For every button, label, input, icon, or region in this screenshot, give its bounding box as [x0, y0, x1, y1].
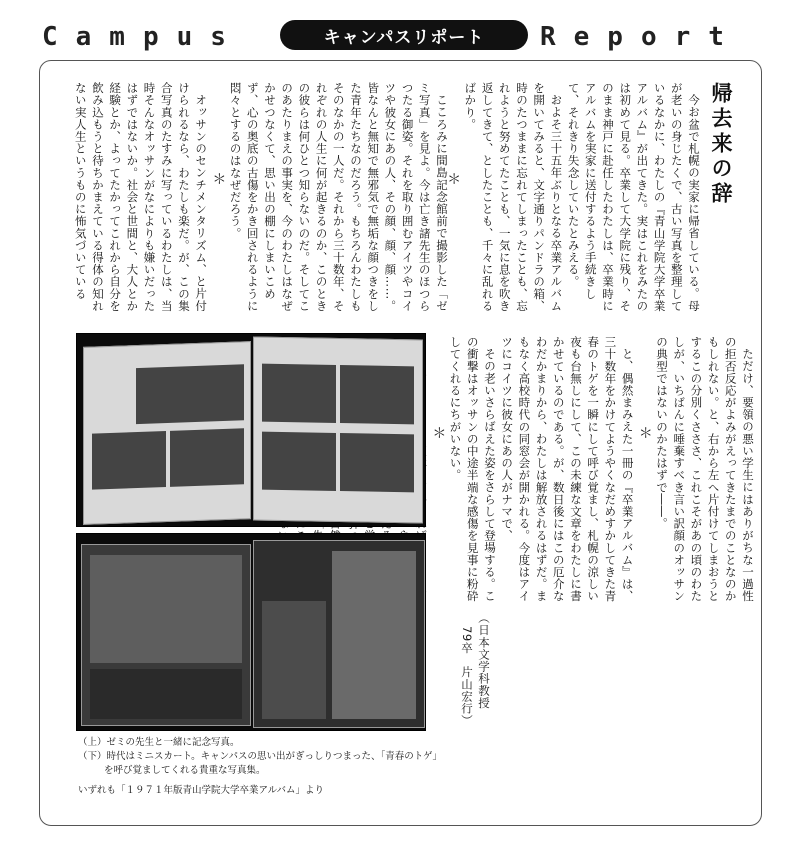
album-page-right — [253, 337, 423, 524]
caption-bottom-cont: を呼び覚ましてくれる貴重な写真集。 — [104, 765, 266, 776]
photo-print — [92, 431, 166, 490]
page-header — [0, 0, 800, 60]
photo-caption — [78, 736, 443, 798]
photo-print — [136, 364, 244, 424]
yearbook-group-photo — [76, 333, 426, 527]
article-body-lower — [430, 336, 756, 606]
album-page-right — [253, 540, 425, 728]
header-right-word: Report — [540, 22, 742, 52]
paragraph: オッサンのセンチメンタリズム、と片付けられるなら、わたしも楽だ。が、この集合写真のたすみに写っているわたしは、当時そんなオッサンがなによりも嫌いだったはずではないか。社会と世間と、大人とか経験とか、よってたかってこれから自分を飲み込もうと待ちかまえている得体の知れない実人生というものに怖気づいている — [73, 82, 209, 312]
yearbook-campus-photo — [76, 533, 426, 731]
caption-source: いずれも「１９７１年版青山学院大学卒業アルバム」より — [78, 785, 324, 796]
byline-author: 79卒 片山宏行） — [460, 626, 474, 727]
album-page-left — [81, 544, 251, 726]
album-page-left — [83, 341, 251, 525]
paragraph: その老いさらばえた姿をさらして登場する。この衝撃はオッサンの中途半端な感傷を見事に粉砕してくれるにちがいない。 — [448, 336, 497, 603]
photo-print — [332, 551, 416, 719]
asterisk-divider: ＊ — [430, 426, 447, 441]
photo-print — [262, 432, 336, 491]
photo-print — [170, 428, 244, 487]
caption-top: （上）ゼミの先生と一緒に記念写真。 — [78, 737, 240, 748]
header-left-word: Campus — [42, 22, 244, 52]
asterisk-divider: ＊ — [210, 172, 227, 187]
photo-print — [340, 365, 414, 424]
article-body-upper — [445, 82, 702, 320]
paragraph: 今お盆で札幌の実家に帰省している。母が老いの身じたくで、古い写真を整理しているなかに、わたしの『青山学院大学卒業アルバム』が出てきた。実はこれをみたのは初めて見る。卒業して大学院に残り、そのまま神戸に赴任したわたしは、卒業時にアルバムを実家に送付するよう手続きして、それきり失念していたとみえる。 — [566, 82, 701, 312]
photo-print — [262, 601, 326, 719]
caption-bottom: （下）時代はミニスカート。キャンパスの思い出がぎっしりつまった、「青春のトゲ」 — [78, 751, 443, 762]
photo-print — [340, 433, 414, 492]
article-body-middle — [62, 82, 450, 320]
asterisk-divider: ＊ — [636, 426, 653, 441]
paragraph: ただけ、要領の悪い学生にはありがちな一過性の拒否反応がよみがえってきたまでのことなのかもしれない。と、右から左へ片付けてしまおうとするこの分別くさささ、これこそがあの頃のわたしが、いちばんに唾棄すべき言い訳顔のオッサンの典型ではないのかたはずで――。 — [654, 336, 755, 603]
paragraph: およそ三十五年ぶりとなる卒業アルバムを開いてみると、文字通りパンドラの箱、時のたつままに忘れてしまったことも、忘れようと努めてたことも、一気に息を吹き返してきて、としたことも、千々に乱れるばかり。 — [463, 82, 564, 312]
photo-print — [90, 555, 242, 663]
photo-print — [90, 669, 242, 719]
byline — [458, 612, 492, 727]
paragraph: と、偶然まみえた一冊の『卒業アルバム』は、三十数年をかけてようやくなだめすかしてきた青春のトゲを一瞬にして呼び覚まし、札幌の涼しい夜も台無しにして、この未練な文章をわたしに書かせているのである。が、数日後にはこの厄介なわだかまりから、わたしは解放されるはずだ。まもなく高校時代の同窓会が開かれる。今度はアイツにコイツに彼女にあの人がナマで、 — [500, 336, 635, 603]
asterisk-divider: ＊ — [445, 172, 462, 187]
article-title: 帰去来の辞 — [709, 82, 733, 207]
photo-print — [262, 364, 336, 423]
paragraph: こころみに間島記念館前で撮影した「ゼミ写真」を見よ。今は亡き諸先生のほつらつたる御姿。それを取り囲むアイツやコイツや彼女にあの人、その顔、顔、顔……。皆なんと無知で無邪気で無垢な顔つきをした青年たちなのだろう。もちろんわたしもそのなかの一人だ。それから三十数年、それぞれの人生に何が起きるのか、このときの彼らは何ひとつ知らないのだ。そしてこのあたりまえの事実を、今のわたしはなぜかせつなくて、思い出の棚にしまいこめず、心の奥底の古傷をかき回されるように悶々とするのはなぜだろう。 — [228, 82, 449, 312]
byline-affiliation: （日本文学科教授 — [477, 612, 491, 709]
header-badge: キャンパスリポート — [280, 20, 528, 50]
